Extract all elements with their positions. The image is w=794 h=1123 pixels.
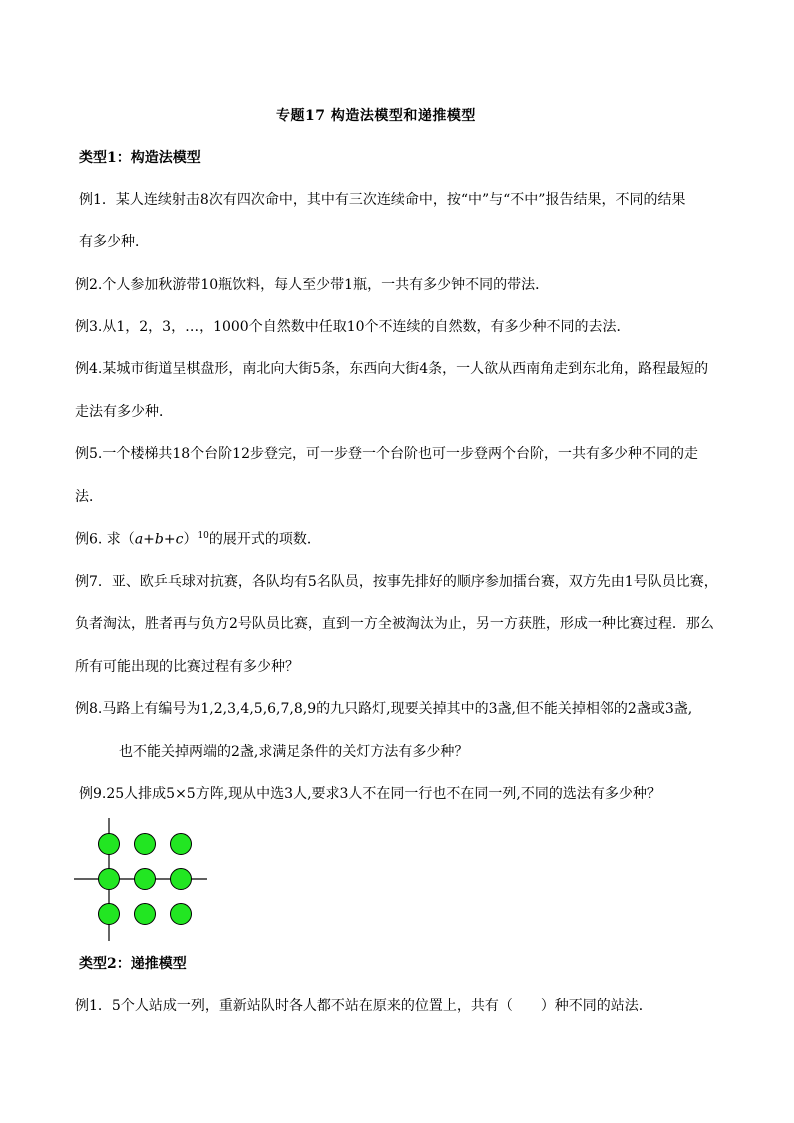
dot-r2-c3 [171, 869, 192, 890]
example-3: 例3.从1，2，3，…，1000个自然数中任取10个不连续的自然数，有多少种不同的去法． [75, 319, 631, 335]
example-1-line-2: 有多少种． [79, 234, 149, 250]
example-2: 例2.个人参加秋游带10瓶饮料，每人至少带1瓶，一共有多少钟不同的带法． [75, 277, 550, 293]
dot-r3-c2 [135, 904, 156, 925]
dot-r3-c1 [99, 904, 120, 925]
dot-r1-c3 [171, 834, 192, 855]
example-1-line-1: 例1．某人连续射击8次有四次命中，其中有三次连续命中，按“中”与“不中”报告结果，不同的结果 [79, 192, 686, 208]
document-title: 专题17 构造法模型和递推模型 [276, 108, 476, 124]
example-6-expression: a+b+c [134, 531, 184, 548]
section-heading-recursion: 类型2：递推模型 [79, 956, 187, 972]
example-6-close-paren: ） [183, 531, 198, 548]
section-heading-construction: 类型1：构造法模型 [79, 150, 201, 166]
dot-r1-c2 [135, 834, 156, 855]
example-7-line-3: 所有可能出现的比赛过程有多少种？ [75, 659, 299, 675]
example-4-line-2: 走法有多少种． [75, 404, 173, 420]
example-5-line-2: 法． [75, 489, 103, 505]
figure-dots [99, 834, 192, 925]
example-9: 例9.25人排成5×5方阵,现从中选3人,要求3人不在同一行也不在同一列,不同的选法有多少种？ [79, 786, 661, 802]
dot-r3-c3 [171, 904, 192, 925]
recursion-example-1: 例1．5个人站成一列，重新站队时各人都不站在原来的位置上，共有（ ）种不同的站法． [75, 998, 653, 1014]
example-6-suffix: 的展开式的项数． [208, 531, 321, 548]
example-5-line-1: 例5.一个楼梯共18个台阶12步登完，可一步登一个台阶也可一步登两个台阶，一共有多少种不同的走 [75, 446, 698, 462]
example-7-line-1: 例7．亚、欧乒乓球对抗赛，各队均有5名队员，按事先排好的顺序参加擂台赛，双方先由1号队员比赛， [75, 574, 718, 590]
example-8-line-1: 例8.马路上有编号为1,2,3,4,5,6,7,8,9的九只路灯,现要关掉其中的3盏,但不能关掉相邻的2盏或3盏, [75, 701, 693, 717]
example-6-exponent: 10 [197, 531, 209, 541]
dot-r1-c1 [99, 834, 120, 855]
dot-grid-figure [72, 818, 212, 946]
example-6 [75, 532, 321, 547]
dot-r2-c1 [99, 869, 120, 890]
example-8-line-2: 也不能关掉两端的2盏,求满足条件的关灯方法有多少种？ [119, 744, 469, 760]
example-6-prefix: 例6. 求（ [75, 531, 135, 548]
example-4-line-1: 例4.某城市街道呈棋盘形，南北向大街5条，东西向大街4条，一人欲从西南角走到东北角，路程最短的 [75, 361, 709, 377]
dot-r2-c2 [135, 869, 156, 890]
example-7-line-2: 负者淘汰，胜者再与负方2号队员比赛，直到一方全被淘汰为止，另一方获胜，形成一种比赛过程．那么 [75, 616, 714, 632]
